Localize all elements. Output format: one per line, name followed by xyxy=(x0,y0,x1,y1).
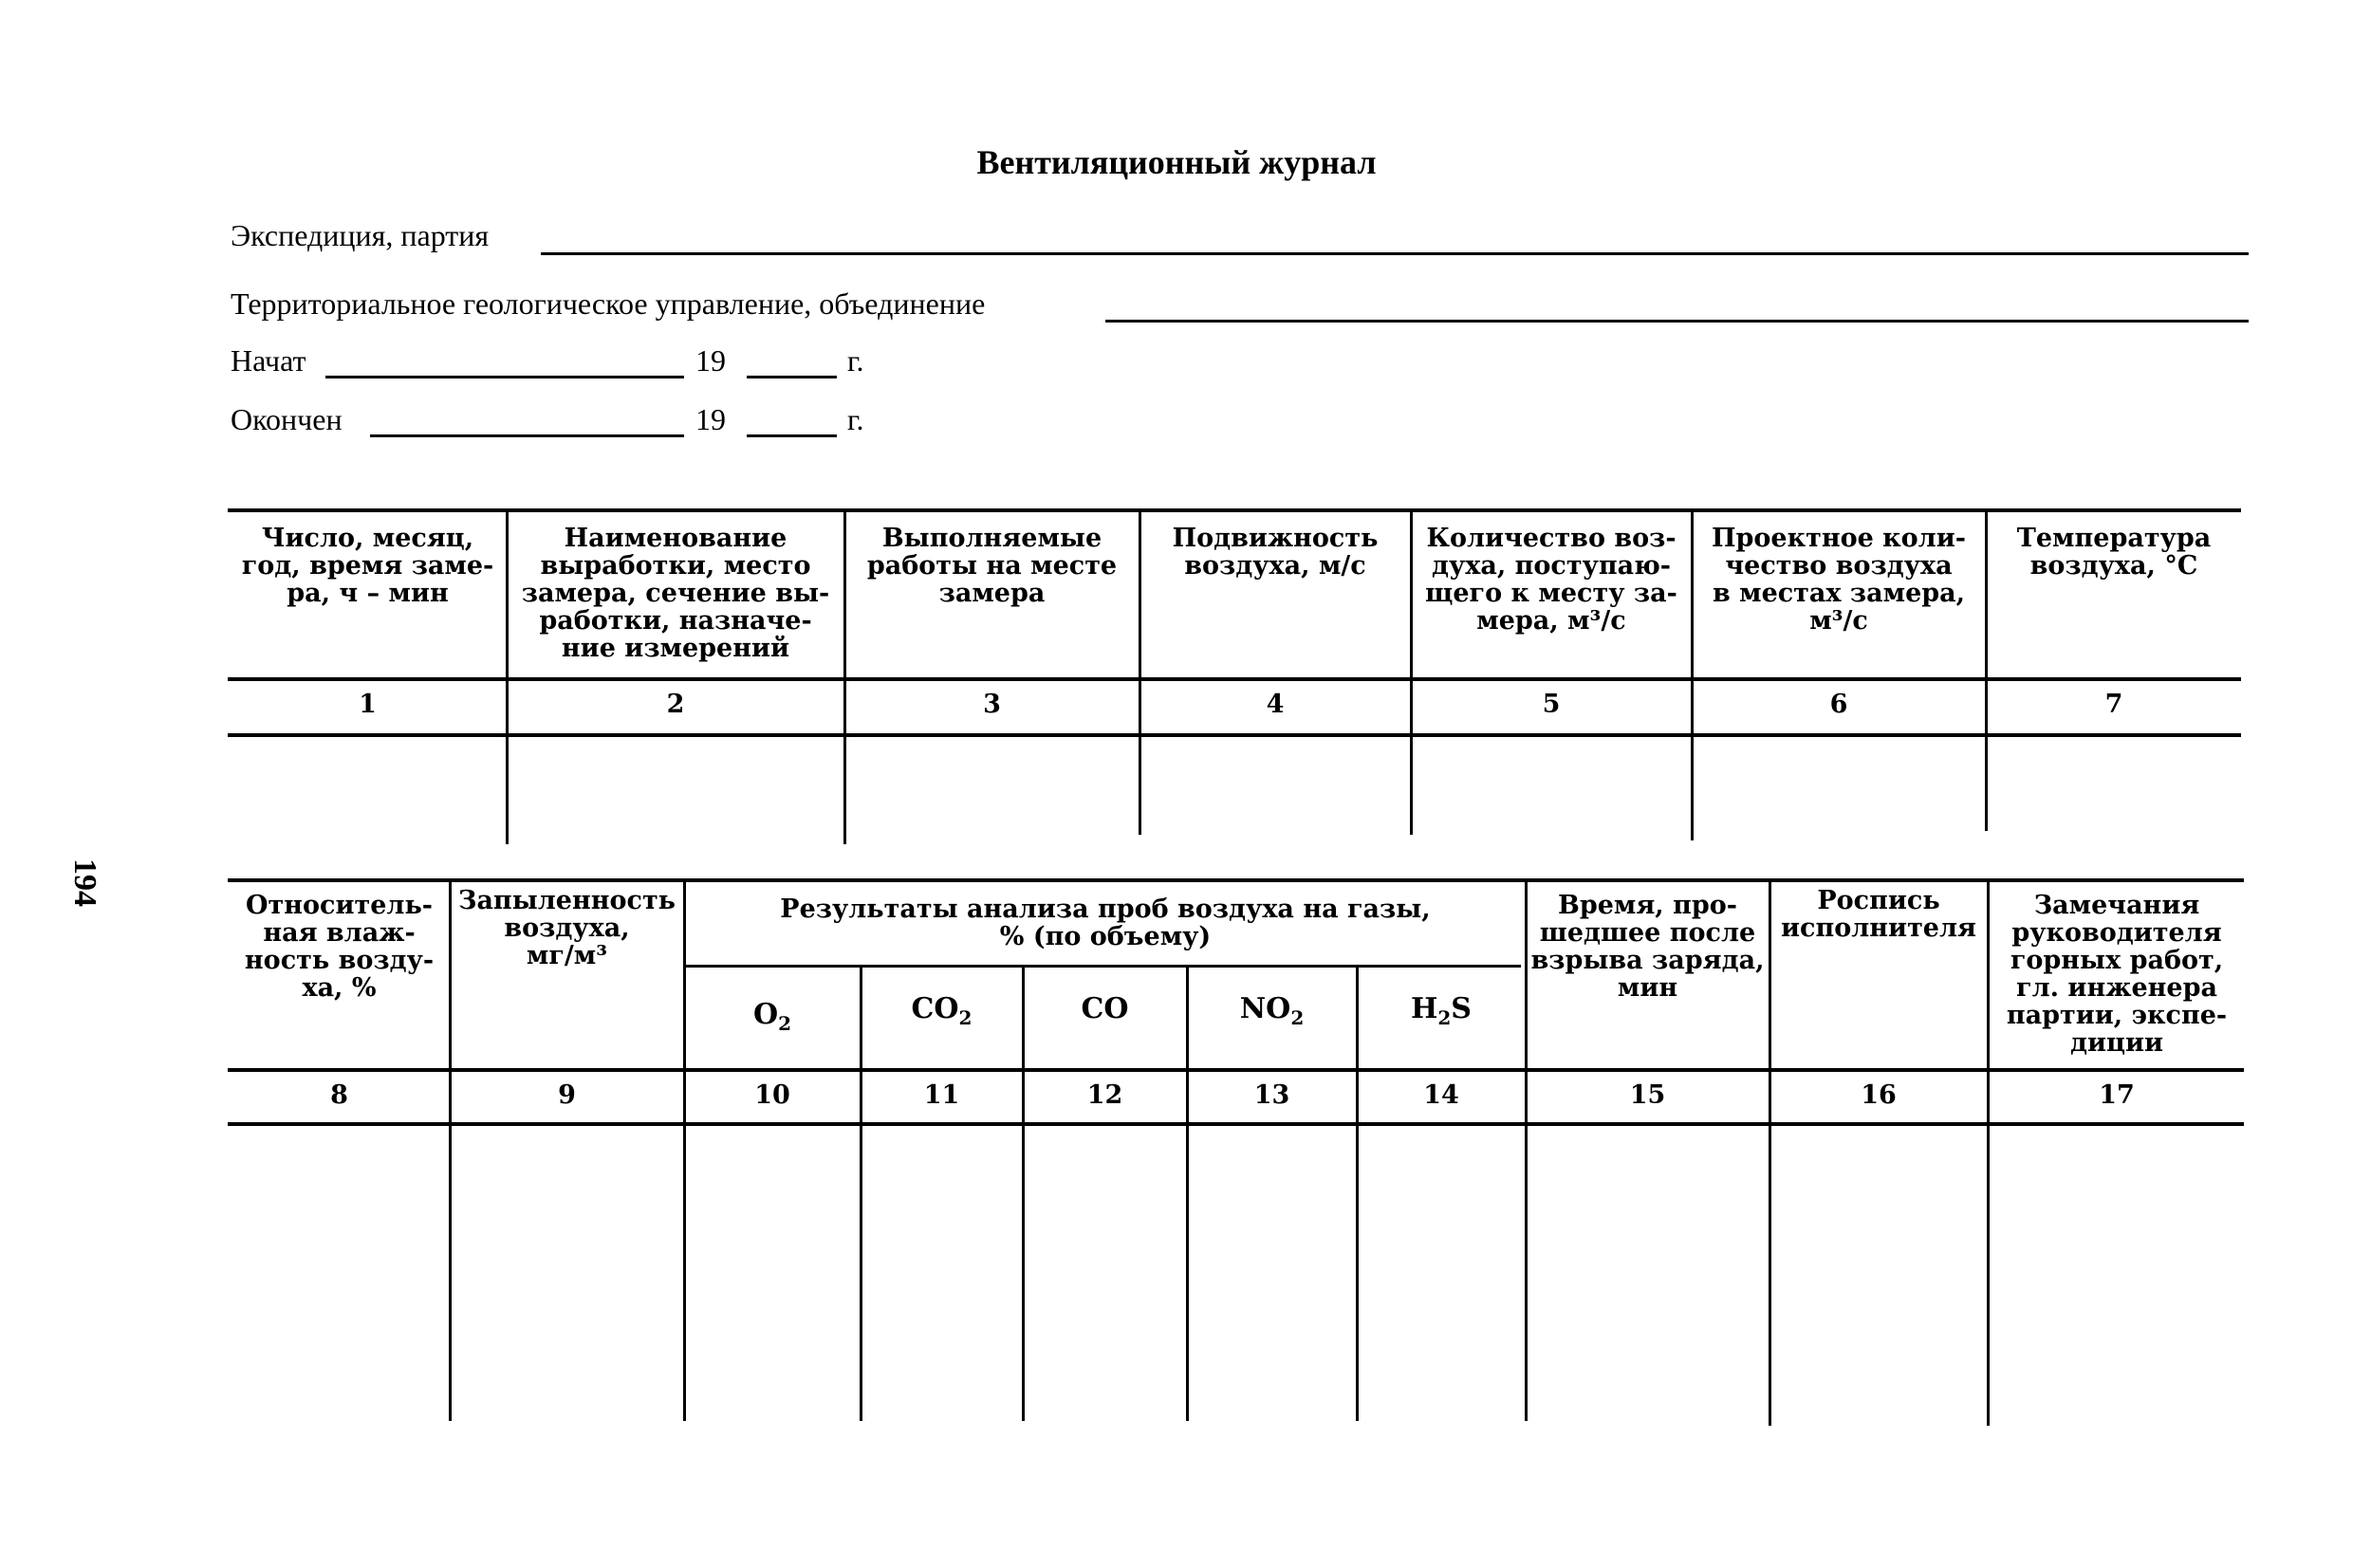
table2-column-number: 16 xyxy=(1861,1080,1897,1110)
table2-header-signature: Роспись исполнителя xyxy=(1781,886,1976,943)
table2-column-number: 11 xyxy=(923,1080,960,1110)
table1-divider xyxy=(1985,508,1988,831)
table1-column-number: 7 xyxy=(2104,690,2123,719)
table2-header-humidity: Относитель- ная влаж- ность возду- ха, % xyxy=(244,891,435,1003)
table1-header-air-quantity: Количество воз- духа, поступаю- щего к месту за- мера, м³/с xyxy=(1425,524,1677,636)
table2-divider xyxy=(1186,965,1189,1421)
table1-column-number: 6 xyxy=(1829,690,1848,719)
table1-column-number: 5 xyxy=(1542,690,1561,719)
page-title: Вентиляционный журнал xyxy=(976,143,1377,181)
table2-column-number: 12 xyxy=(1086,1080,1123,1110)
table1-divider xyxy=(1410,508,1413,835)
table2-divider xyxy=(860,965,862,1421)
table2-numbers-border xyxy=(228,1122,2244,1126)
table1-header-air-velocity: Подвижность воздуха, м/с xyxy=(1172,524,1379,581)
table2-gas-h2s: $H_2S$ xyxy=(1411,992,1472,1029)
finished-year-prefix: 19 xyxy=(695,402,726,436)
table2-gas-no2: $NO_2$ xyxy=(1239,992,1305,1029)
table1-column-number: 2 xyxy=(666,690,685,719)
started-year-field[interactable] xyxy=(747,376,837,378)
table1-top-border xyxy=(228,508,2241,512)
table2-column-number: 14 xyxy=(1423,1080,1459,1110)
table1-divider xyxy=(1691,508,1694,840)
table2-column-number: 15 xyxy=(1629,1080,1666,1110)
started-year-suffix: г. xyxy=(847,343,864,378)
table2-header-remarks: Замечания руководителя горных работ, гл. инженера партии, экспе- диции xyxy=(2006,891,2228,1058)
table2-top-border xyxy=(228,878,2244,882)
started-date-field[interactable] xyxy=(325,376,684,378)
table1-divider xyxy=(506,508,509,844)
table1-header-design-air-quantity: Проектное коли- чество воздуха в местах замера, м³/с xyxy=(1712,524,1966,636)
table2-header-gas-analysis: Результаты анализа проб воздуха на газы, % (по объему) xyxy=(780,895,1431,951)
finished-year-field[interactable] xyxy=(747,434,837,437)
table2-gas-co2: $CO_2$ xyxy=(911,992,973,1029)
table2-gas-co: CO xyxy=(1081,992,1129,1025)
expedition-field[interactable] xyxy=(541,252,2249,255)
table1-header-date-time: Число, месяц, год, время заме- ра, ч – мин xyxy=(241,524,494,608)
table1-header-working-name: Наименование выработки, место замера, сечение вы- работки, назначе- ние измерений xyxy=(521,524,830,663)
table2-divider xyxy=(1987,878,1990,1426)
table2-header-time-after-blast: Время, про- шедшее после взрыва заряда, мин xyxy=(1530,891,1765,1003)
table1-column-number: 3 xyxy=(983,690,1001,719)
table2-divider xyxy=(1356,965,1359,1421)
table2-divider xyxy=(1022,965,1025,1421)
table2-column-number: 17 xyxy=(2099,1080,2135,1110)
table1-header-border xyxy=(228,677,2241,681)
table1-numbers-border xyxy=(228,733,2241,737)
table2-divider xyxy=(683,878,686,1421)
table2-divider xyxy=(1769,878,1771,1426)
territorial-label: Территориальное геологическое управление, объединение xyxy=(231,286,986,321)
page-number: 194 xyxy=(67,858,102,907)
expedition-label: Экспедиция, партия xyxy=(231,218,490,252)
table1-column-number: 1 xyxy=(359,690,377,719)
table2-gas-subheader-border xyxy=(686,965,1521,968)
table2-column-number: 9 xyxy=(558,1080,576,1110)
table2-column-number: 13 xyxy=(1253,1080,1290,1110)
table1-header-air-temperature: Температура воздуха, °С xyxy=(2016,524,2212,581)
table1-header-works-performed: Выполняемые работы на месте замера xyxy=(866,524,1118,608)
table2-header-border xyxy=(228,1068,2244,1072)
finished-label: Окончен xyxy=(231,402,343,436)
territorial-field[interactable] xyxy=(1105,320,2249,323)
finished-year-suffix: г. xyxy=(847,402,864,436)
table1-divider xyxy=(1139,508,1141,835)
finished-date-field[interactable] xyxy=(370,434,684,437)
table2-column-number: 10 xyxy=(754,1080,790,1110)
table2-gas-o2: $O_2$ xyxy=(752,998,792,1035)
table2-column-number: 8 xyxy=(330,1080,348,1110)
table2-divider xyxy=(1525,878,1528,1421)
started-year-prefix: 19 xyxy=(695,343,726,378)
table2-header-dust: Запыленность воздуха, мг/м³ xyxy=(457,886,676,970)
table2-divider xyxy=(449,878,452,1421)
started-label: Начат xyxy=(231,343,306,378)
table1-divider xyxy=(843,508,846,844)
table1-column-number: 4 xyxy=(1266,690,1285,719)
